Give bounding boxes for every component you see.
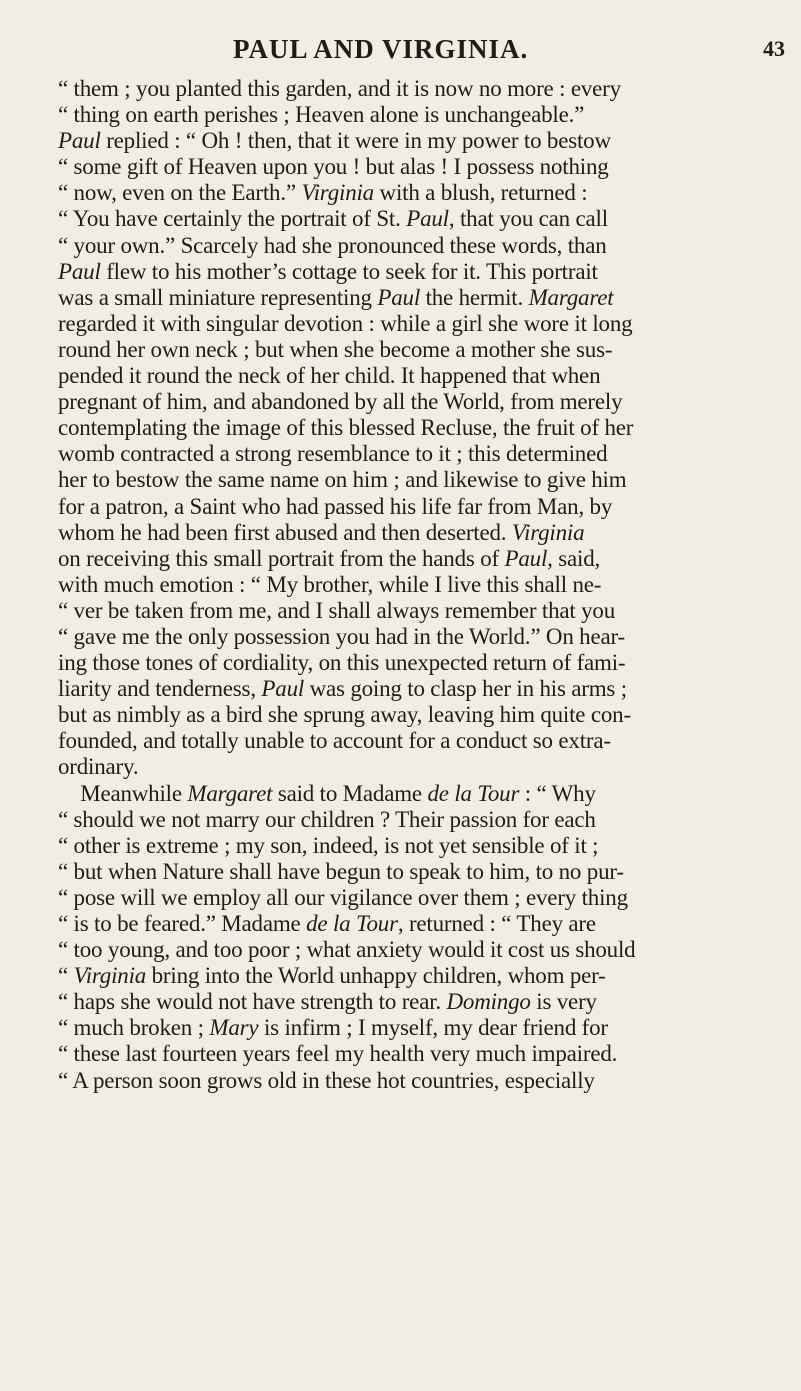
body-text — [58, 76, 794, 1094]
page-number: 43 — [763, 36, 785, 61]
text-line: “ them ; you planted this garden, and it is now no more : every — [58, 76, 621, 101]
text-line: “ is to be feared.” Madame de la Tour, returned : “ They are — [58, 911, 596, 936]
text-line: “ gave me the only possession you had in the World.” On hear- — [58, 623, 625, 649]
text-line: pregnant of him, and abandoned by all the World, from merely — [58, 389, 623, 415]
text-line: ing those tones of cordiality, on this unexpected return of fami- — [58, 650, 626, 676]
text-line: with much emotion : “ My brother, while I live this shall ne- — [58, 571, 602, 597]
text-line: whom he had been first abused and then deserted. Virginia — [58, 519, 585, 545]
text-line: on receiving this small portrait from the hands of Paul, said, — [58, 545, 601, 571]
text-line: “ now, even on the Earth.” Virginia with a blush, returned : — [58, 180, 588, 206]
text-line: “ pose will we employ all our vigilance over them ; every thing — [58, 884, 628, 910]
text-line: regarded it with singular devotion : while a girl she wore it long — [58, 310, 633, 336]
text-line: round her own neck ; but when she become a mother she sus- — [58, 336, 613, 362]
text-line: Paul replied : “ Oh ! then, that it were in my power to bestow — [58, 128, 611, 154]
text-line: “ thing on earth perishes ; Heaven alone is unchangeable.” — [58, 102, 585, 128]
text-line: founded, and totally unable to account for a conduct so extra- — [58, 728, 611, 754]
text-line: ordinary. — [58, 754, 139, 780]
text-line: “ much broken ; Mary is infirm ; I myself, my dear friend for — [58, 1015, 608, 1041]
text-line: but as nimbly as a bird she sprung away, leaving him quite con- — [58, 702, 631, 728]
text-line: pended it round the neck of her child. It happened that when — [58, 363, 601, 389]
text-line: Paul flew to his mother’s cottage to seek for it. This portrait — [58, 258, 598, 284]
text-line: Meanwhile Margaret said to Madame de la Tour : “ Why — [58, 780, 596, 806]
text-line: “ some gift of Heaven upon you ! but alas ! I possess nothing — [58, 154, 609, 180]
text-line: “ should we not marry our children ? Their passion for each — [58, 806, 596, 832]
text-line: “ these last fourteen years feel my health very much impaired. — [58, 1041, 618, 1067]
text-line: “ other is extreme ; my son, indeed, is not yet sensible of it ; — [58, 832, 599, 858]
text-line: contemplating the image of this blessed Recluse, the fruit of her — [58, 415, 634, 441]
text-line: “ but when Nature shall have begun to speak to him, to no pur- — [58, 858, 624, 884]
text-line: “ You have certainly the portrait of St. Paul, that you can call — [58, 206, 608, 232]
text-line: was a small miniature representing Paul the hermit. Margaret — [58, 284, 614, 310]
text-line: “ your own.” Scarcely had she pronounced these words, than — [58, 232, 607, 258]
text-line: liarity and tenderness, Paul was going to clasp her in his arms ; — [58, 676, 627, 702]
text-line: “ A person soon grows old in these hot countries, especially — [58, 1067, 595, 1093]
text-line: “ ver be taken from me, and I shall always remember that you — [58, 597, 616, 623]
page-header — [0, 34, 801, 68]
running-head: PAUL AND VIRGINIA. — [233, 34, 529, 64]
text-line: womb contracted a strong resemblance to it ; this determined — [58, 441, 608, 467]
text-line: “ haps she would not have strength to rear. Domingo is very — [58, 989, 597, 1015]
text-line: her to bestow the same name on him ; and likewise to give him — [58, 467, 627, 493]
text-line: “ too young, and too poor ; what anxiety would it cost us should — [58, 937, 636, 963]
text-line: “ Virginia bring into the World unhappy children, whom per- — [58, 963, 606, 989]
text-line: for a patron, a Saint who had passed his life far from Man, by — [58, 493, 613, 519]
